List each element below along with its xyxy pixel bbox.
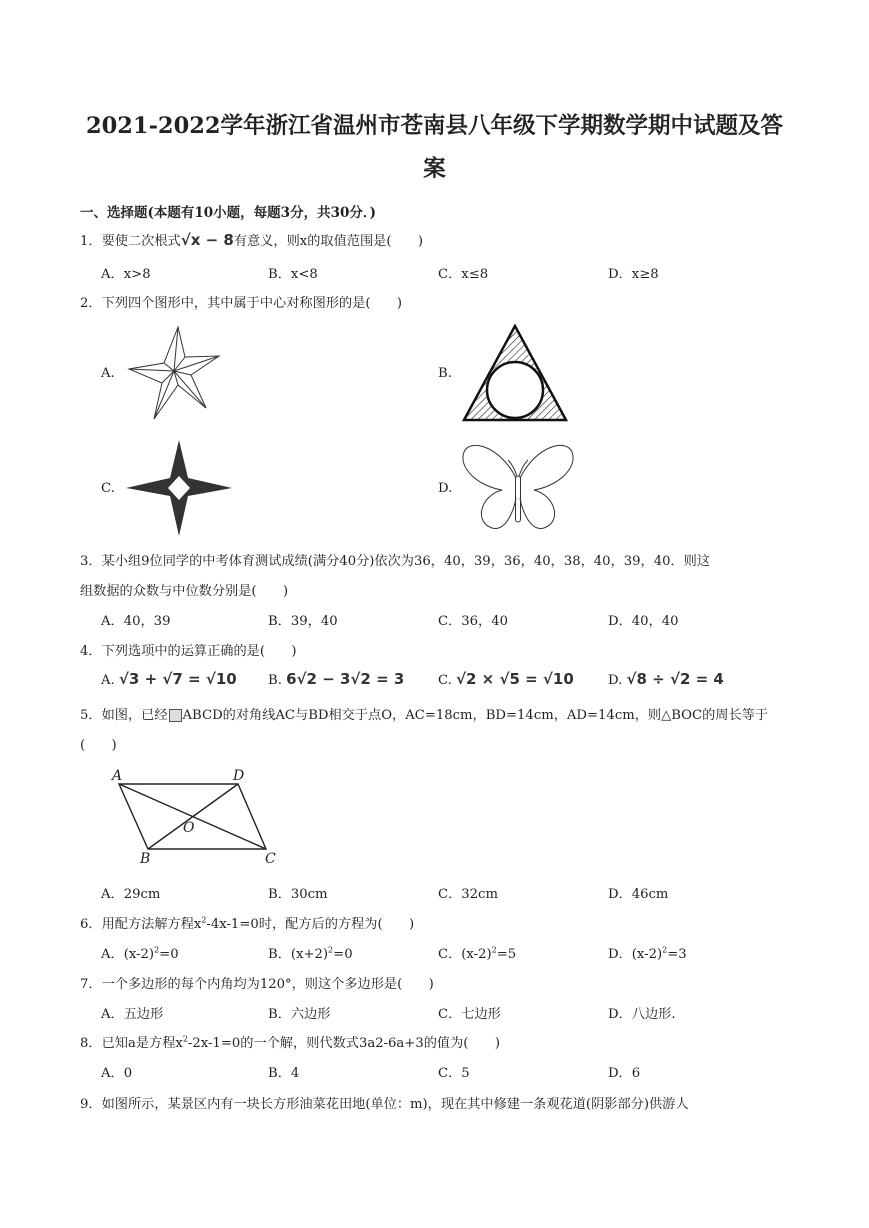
- q5-option-b: B．30cm: [268, 887, 328, 902]
- star-figure: [124, 323, 224, 423]
- q5-option-c: C．32cm: [438, 887, 498, 902]
- q6-a-base: A．(x-2): [101, 947, 155, 962]
- parallelogram-symbol-icon: [169, 709, 182, 722]
- q8-option-c: C．5: [438, 1066, 470, 1081]
- triangle-circle-figure: [460, 324, 570, 424]
- q4-label-b: B.: [268, 673, 282, 688]
- q6-b-sup: 2: [328, 945, 334, 955]
- q6-d-base: D．(x-2): [608, 947, 663, 962]
- vertex-label-a: A: [112, 768, 123, 784]
- q6-option-b: [268, 943, 353, 962]
- q6-c-rest: =5: [496, 947, 517, 962]
- question-5-line-2: ( ): [80, 738, 117, 753]
- q4-label-c: C.: [438, 673, 452, 688]
- radical-expression: √x − 8: [180, 231, 234, 249]
- q6-option-c: [438, 943, 516, 962]
- q6-b-base: B．(x+2): [268, 947, 329, 962]
- q2-label-c: C.: [101, 481, 115, 496]
- q7-option-c: C．七边形: [438, 1007, 501, 1022]
- q5-option-d: D．46cm: [608, 887, 669, 902]
- q3-option-c: C．36，40: [438, 614, 509, 629]
- question-6-sup: 2: [201, 915, 207, 925]
- butterfly-figure: [460, 440, 576, 532]
- question-8-sup: 2: [182, 1034, 188, 1044]
- question-1-post: 有意义，则x的取值范围是( ): [233, 234, 424, 249]
- q8-option-d: D．6: [608, 1066, 641, 1081]
- question-1-pre: 1．要使二次根式: [80, 234, 181, 249]
- question-1: [80, 230, 423, 249]
- q2-label-d: D.: [438, 481, 453, 496]
- q4-label-d: D.: [608, 673, 623, 688]
- question-9: 9．如图所示，某景区内有一块长方形油菜花田地(单位：m)，现在其中修建一条观花道(阴影部分)供游人: [80, 1097, 689, 1112]
- question-8: [80, 1032, 500, 1051]
- q1-option-b: B．x<8: [268, 267, 318, 282]
- q6-b-rest: =0: [333, 947, 353, 962]
- q6-option-d: [608, 943, 687, 962]
- question-5-line-1: [80, 704, 768, 723]
- q4-option-a: [101, 670, 237, 688]
- question-4: 4．下列选项中的运算正确的是( ): [80, 644, 297, 659]
- question-6-pre: 6．用配方法解方程x: [80, 917, 202, 932]
- question-3-line-1: 3．某小组9位同学的中考体育测试成绩(满分40分)依次为36，40，39，36，40，38，40，39，40．则这: [80, 554, 711, 569]
- question-6: [80, 913, 414, 932]
- parallelogram-figure: [100, 763, 290, 868]
- q6-c-base: C．(x-2): [438, 947, 492, 962]
- q8-option-b: B．4: [268, 1066, 300, 1081]
- q6-c-sup: 2: [491, 945, 497, 955]
- q6-a-sup: 2: [154, 945, 160, 955]
- q4-option-b: [268, 670, 404, 688]
- q1-option-d: D．x≥8: [608, 267, 659, 282]
- vertex-label-c: C: [265, 851, 276, 867]
- question-5-post: ABCD的对角线AC与BD相交于点O，AC=18cm，BD=14cm，AD=14cm，则△BOC的周长等于: [182, 708, 769, 723]
- q6-option-a: [101, 943, 179, 962]
- vertex-label-b: B: [140, 851, 151, 867]
- q7-option-b: B．六边形: [268, 1007, 331, 1022]
- q4-option-c: [438, 670, 574, 688]
- question-5-pre: 5．如图，已经: [80, 708, 168, 723]
- q4-expression-b: 6√2 − 3√2 = 3: [286, 670, 405, 688]
- q7-option-a: A．五边形: [101, 1007, 164, 1022]
- q8-option-a: A．0: [101, 1066, 133, 1081]
- q3-option-a: A．40，39: [101, 614, 171, 629]
- q1-option-c: C．x≤8: [438, 267, 489, 282]
- four-point-star-figure: [124, 438, 234, 538]
- question-7: 7．一个多边形的每个内角均为120°，则这个多边形是( ): [80, 977, 434, 992]
- question-6-post: -4x-1=0时，配方后的方程为( ): [206, 917, 415, 932]
- q5-option-a: A．29cm: [101, 887, 161, 902]
- center-label-o: O: [183, 820, 195, 836]
- q4-option-d: [608, 670, 724, 688]
- question-8-pre: 8．已知a是方程x: [80, 1036, 183, 1051]
- q6-d-rest: =3: [667, 947, 687, 962]
- q3-option-d: D．40，40: [608, 614, 679, 629]
- q4-expression-c: √2 × √5 = √10: [456, 670, 574, 688]
- q2-label-a: A.: [101, 366, 115, 381]
- q4-expression-d: √8 ÷ √2 = 4: [626, 670, 724, 688]
- q1-option-a: A．x>8: [101, 267, 151, 282]
- vertex-label-d: D: [233, 768, 245, 784]
- question-2: 2．下列四个图形中，其中属于中心对称图形的是( ): [80, 296, 402, 311]
- q6-a-rest: =0: [159, 947, 179, 962]
- q3-option-b: B．39，40: [268, 614, 338, 629]
- question-3-line-2: 组数据的众数与中位数分别是( ): [80, 584, 289, 599]
- document-title-line-2: 案: [423, 156, 446, 182]
- q6-d-sup: 2: [662, 945, 668, 955]
- question-8-post: -2x-1=0的一个解，则代数式3a2-6a+3的值为( ): [187, 1036, 500, 1051]
- q4-expression-a: √3 + √7 = √10: [118, 670, 237, 688]
- q2-label-b: B.: [438, 366, 452, 381]
- section-heading: 一、选择题(本题有10小题，每题3分，共30分．): [80, 205, 376, 221]
- q4-label-a: A.: [101, 673, 115, 688]
- document-title-line-1: 2021-2022学年浙江省温州市苍南县八年级下学期数学期中试题及答: [85, 113, 784, 139]
- q7-option-d: D．八边形.: [608, 1007, 676, 1022]
